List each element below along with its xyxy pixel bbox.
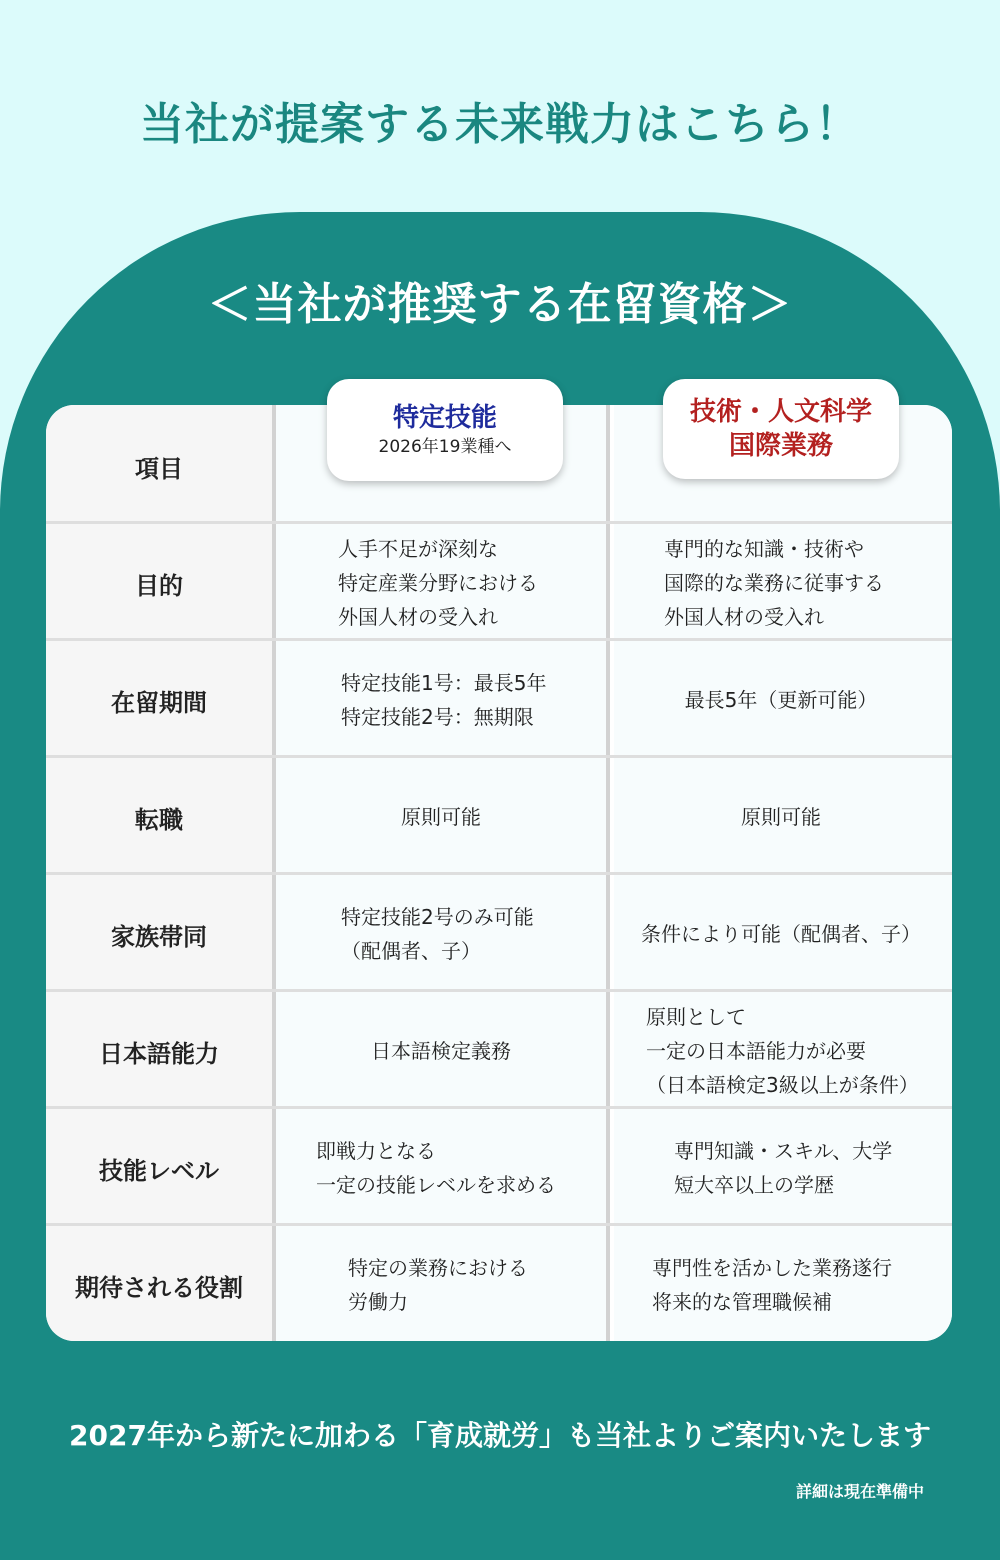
cell-text: 条件により可能（配偶者、子） xyxy=(641,922,921,946)
cell-purpose-gijinkoku xyxy=(664,525,952,641)
cell-skill-gijinkoku xyxy=(674,1110,952,1226)
row-label-japanese: 日本語能力 xyxy=(99,1039,219,1068)
row-label-period: 在留期間 xyxy=(111,688,207,717)
cell-jobchange-tokutei xyxy=(276,759,606,875)
cell-text: 専門知識・スキル、大学 短大卒以上の学歴 xyxy=(674,1139,893,1197)
cell-text: 専門性を活かした業務遂行 将来的な管理職候補 xyxy=(652,1256,892,1314)
cell-text: 人手不足が深刻な 特定産業分野における 外国人材の受入れ xyxy=(338,537,538,629)
cell-text: 最長5年（更新可能） xyxy=(684,688,878,712)
cell-skill-tokutei xyxy=(316,1110,606,1226)
cell-period-tokutei xyxy=(341,642,606,758)
cell-text: 特定技能1号：最長5年 特定技能2号：無期限 xyxy=(341,671,547,729)
cell-period-gijinkoku xyxy=(610,642,952,758)
gijinkoku-title: 技術・人文科学 国際業務 xyxy=(689,397,872,461)
gijinkoku-header-badge xyxy=(663,379,899,479)
tokutei-header-badge xyxy=(327,379,563,481)
cell-japanese-tokutei xyxy=(276,993,606,1109)
cell-text: 原則として 一定の日本語能力が必要 （日本語検定3級以上が条件） xyxy=(646,1005,919,1097)
cell-role-gijinkoku xyxy=(652,1227,952,1341)
cell-japanese-gijinkoku xyxy=(646,993,952,1109)
cell-text: 日本語検定義務 xyxy=(371,1039,511,1063)
row-label-job-change: 転職 xyxy=(135,805,183,834)
cell-purpose-tokutei xyxy=(338,525,606,641)
cell-role-tokutei xyxy=(348,1227,606,1341)
cell-text: 即戦力となる 一定の技能レベルを求める xyxy=(316,1139,556,1197)
cell-text: 専門的な知識・技術や 国際的な業務に従事する 外国人材の受入れ xyxy=(664,537,884,629)
panel-title: ＜当社が推奨する在留資格＞ xyxy=(207,279,793,330)
tokutei-title: 特定技能 xyxy=(392,403,497,433)
row-label-family: 家族帯同 xyxy=(111,922,207,951)
cell-jobchange-gijinkoku xyxy=(610,759,952,875)
footer-message: 2027年から新たに加わる「育成就労」も当社よりご案内いたします xyxy=(69,1419,931,1452)
row-label-skill: 技能レベル xyxy=(99,1156,219,1185)
cell-family-tokutei xyxy=(341,876,606,992)
tokutei-subtitle: 2026年19業種へ xyxy=(378,437,512,457)
row-label-role: 期待される役割 xyxy=(75,1273,243,1302)
cell-text: 原則可能 xyxy=(741,805,821,829)
cell-text: 特定の業務における 労働力 xyxy=(348,1256,528,1314)
comparison-table xyxy=(46,405,952,1341)
cell-text: 原則可能 xyxy=(401,805,481,829)
footer-note: 詳細は現在準備中 xyxy=(795,1482,924,1501)
cell-family-gijinkoku xyxy=(610,876,952,992)
page-headline: 当社が提案する未来戦力はこちら！ xyxy=(140,99,860,150)
row-label-purpose: 目的 xyxy=(135,571,183,600)
cell-text: 特定技能2号のみ可能 （配偶者、子） xyxy=(341,905,534,963)
row-label-item: 項目 xyxy=(135,454,183,483)
